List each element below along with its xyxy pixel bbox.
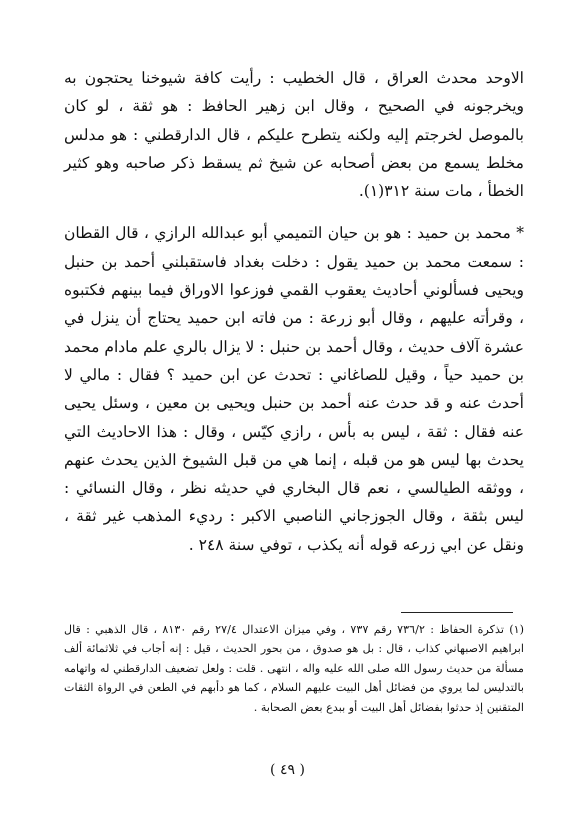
main-text (64, 64, 524, 559)
footnote (64, 620, 524, 717)
footnote-separator (401, 612, 513, 613)
paragraph-1: الاوحد محدث العراق ، قال الخطيب : رأيت كافة شيوخنا يحتجون به ويخرجونه في الصحيح ، وقال ابن زهير الحافظ : هو ثقة ، لو كان بالموصل لخرجتم إليه ولكنه يتطرح عليكم ، قال الدارقطني : هو مدلس مخلط يسمع من بعض أصحابه عن شيخ ثم يسقط ذكر صاحبه وهو كثير الخطأ ، مات سنة ٣١٢(١). (64, 69, 524, 201)
paragraph-2: * محمد بن حميد : هو بن حيان التميمي أبو عبدالله الرازي ، قال القطان : سمعت محمد بن حميد يقول : دخلت بغداد فاستقبلني أحمد بن حنبل ويحيى فسألوني أحاديث يعقوب القمي فوزعوا الاوراق فيما بينهم فكتبوه ، وقرأته عليهم ، وقال أبو زرعة : من فاته ابن حميد يحتاج أن ينزل في عشرة آلاف حديث ، وقال أحمد بن حنبل : لا يزال بالري علم مادام محمد بن حميد حياً ، وقيل للصاغاني : تحدث عن ابن حميد ؟ فقال : مالي لا أحدث عنه و قد حدث عنه أحمد بن حنبل ويحيى بن معين ، وسئل يحيى عنه فقال : ثقة ، ليس به بأس ، رازي كيّس ، وقال : هذا الاحاديث التي يحدث بها ليس هو من قبله ، إنما هي من قبل الشيوخ الذين يحدث عنهم ، ووثقه الطيالسي ، نعم قال البخاري في حديثه نظر ، وقال النسائي : ليس بثقة ، وقال الجوزجاني الناصبي الاكبر : رديء المذهب غير ثقة ، ونقل عن ابي زرعه قوله أنه يكذب ، توفي سنة ٢٤٨ . (64, 224, 524, 554)
page-number: ( ٤٩ ) (270, 762, 305, 778)
footnote-text: (١) تذكرة الحفاظ : ٧٣٦/٢ رقم ٧٣٧ ، وفي ميزان الاعتدال ٢٧/٤ رقم ٨١٣٠ ، قال الذهبي : قال ابراهيم الاصبهاني كذاب ، قال : بل هو صدوق ، من بحور الحديث ، قيل : إنه أجاب في ثلاثمائة ألف مسألة من حديث رسول الله صلى الله عليه واله ، انتهى . قلت : ولعل تضعيف الدارقطني له واتهامه بالتدليس لما يروي من فضائل أهل البيت عليهم السلام ، كما هو دأبهم في الطعن في الرواة الثقات المتقنين إذ حدثوا بفضائل أهل البيت أو ببدع بعض الصحابة . (64, 623, 525, 714)
